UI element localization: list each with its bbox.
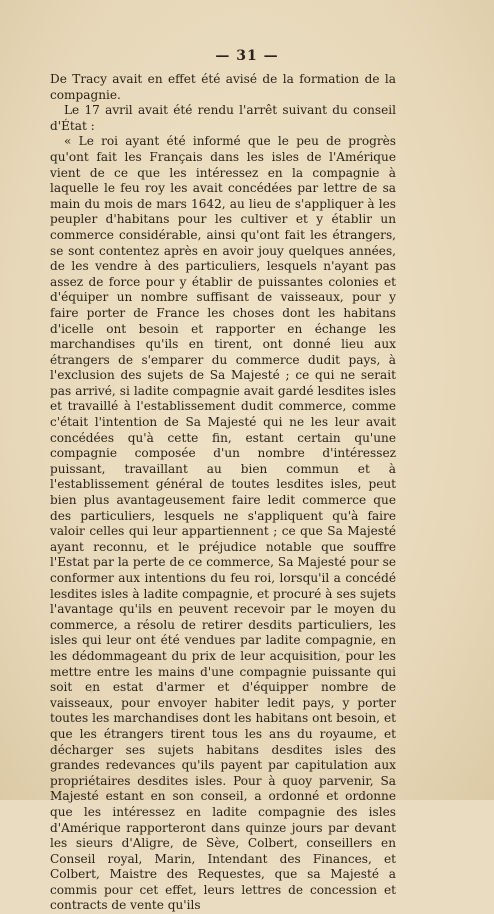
paragraph-intro: De Tracy avait en effet été avisé de la formation de la compagnie. (50, 72, 396, 102)
paragraph-arret-heading: Le 17 avril avait été rendu l'arrêt suivant du conseil d'État : (50, 103, 396, 133)
page-number: — 31 — (215, 48, 279, 64)
paragraph-arret-text: « Le roi ayant été informé que le peu de progrès qu'ont fait les Français dans les isles de l'Amérique vient de ce que les intéressez en la compagnie à laquelle le feu roy les avait concédées par lettre de sa main du mois de mars 1642, au lieu de s'appliquer à les peupler d'habitans pour les cultiver et y établir un commerce considérable, ainsi qu'ont fait les étrangers, se sont contentez après en avoir jouy quelques années, de les vendre à des particuliers, lesquels n'ayant pas assez de force pour y établir de puissantes colonies et d'équiper un nombre suffisant de vaisseaux, pour y faire porter de France les choses dont les habitans d'icelle ont besoin et rapporter en échange les marchandises qu'ils en tirent, ont donné lieu aux étrangers de s'emparer du commerce dudit pays, à l'exclusion des sujets de Sa Majesté ; ce qui ne serait pas arrivé, si ladite compagnie avait gardé lesdites isles et travaillé à l'establissement dudit commerce, comme c'était l'intention de Sa Majesté qui ne les leur avait concédées qu'à cette fin, estant certain qu'une compagnie composée d'un nombre d'intéressez puissant, travaillant au bien commun et à l'establissement général de toutes lesdites isles, peut bien plus avantageusement faire ledit commerce que des particuliers, lesquels ne s'appliquent qu'à faire valoir celles qui leur appartiennent ; ce que Sa Majesté ayant reconnu, et le préjudice notable que souffre l'Estat par la perte de ce commerce, Sa Majesté pour se conformer aux intentions du feu roi, lorsqu'il a concédé lesdites isles à ladite compagnie, et procuré à ses sujets l'avantage qu'ils en peuvent recevoir par le moyen du commerce, a résolu de retirer desdits particuliers, les isles qui leur ont été vendues par ladite compagnie, en les dédommageant du prix de leur acquisition, pour les mettre entre les mains d'une compagnie puissante qui soit en estat d'armer et d'équipper nombre de vaisseaux, pour envoyer habiter ledit pays, y porter toutes les marchandises dont les habitans ont besoin, et que les étrangers tirent tous les ans du royaume, et décharger ses sujets habitans desdites isles des grandes redevances qu'ils payent par capitulation aux propriétaires desdites isles. Pour à quoy parvenir, Sa Majesté estant en son conseil, a ordonné et ordonne que les intéressez en ladite compagnie des isles d'Amérique rapporteront dans quinze jours par devant les sieurs d'Aligre, de Sève, Colbert, conseillers en Conseil royal, Marin, Intendant des Finances, et Colbert, Maistre des Requestes, que sa Majesté a commis pour cet effet, leurs lettres de concession et contracts de vente qu'ils (50, 134, 396, 913)
body-text (50, 72, 396, 914)
